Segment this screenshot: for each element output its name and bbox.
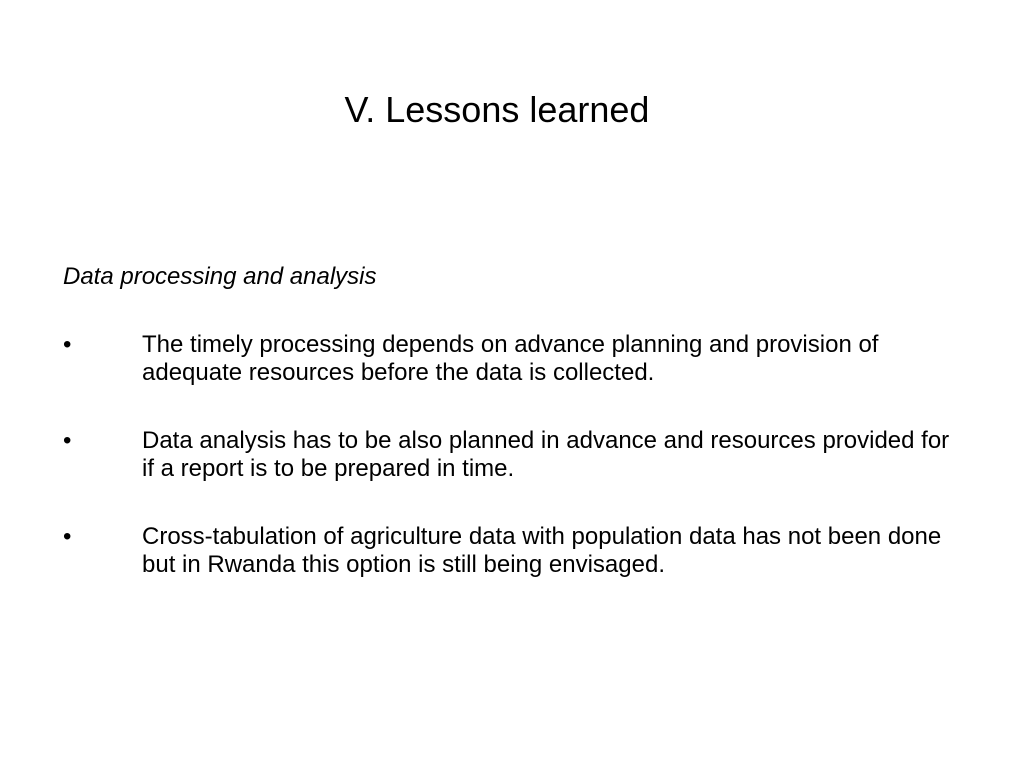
list-item <box>63 427 963 483</box>
bullet-marker: • <box>63 427 72 454</box>
list-item <box>63 331 963 387</box>
list-item <box>63 523 963 579</box>
bullet-marker: • <box>63 331 72 358</box>
bullet-text: Data analysis has to be also planned in advance and resources provided for if a report is to be prepared in time. <box>142 427 950 482</box>
bullet-list <box>63 331 963 619</box>
section-subheading: Data processing and analysis <box>63 263 377 290</box>
bullet-text: Cross-tabulation of agriculture data with population data has not been done but in Rwanda this option is still being envisaged. <box>142 523 942 578</box>
bullet-marker: • <box>63 523 72 550</box>
bullet-text: The timely processing depends on advance planning and provision of adequate resources before the data is collected. <box>142 331 879 386</box>
slide-title: V. Lessons learned <box>344 89 650 130</box>
